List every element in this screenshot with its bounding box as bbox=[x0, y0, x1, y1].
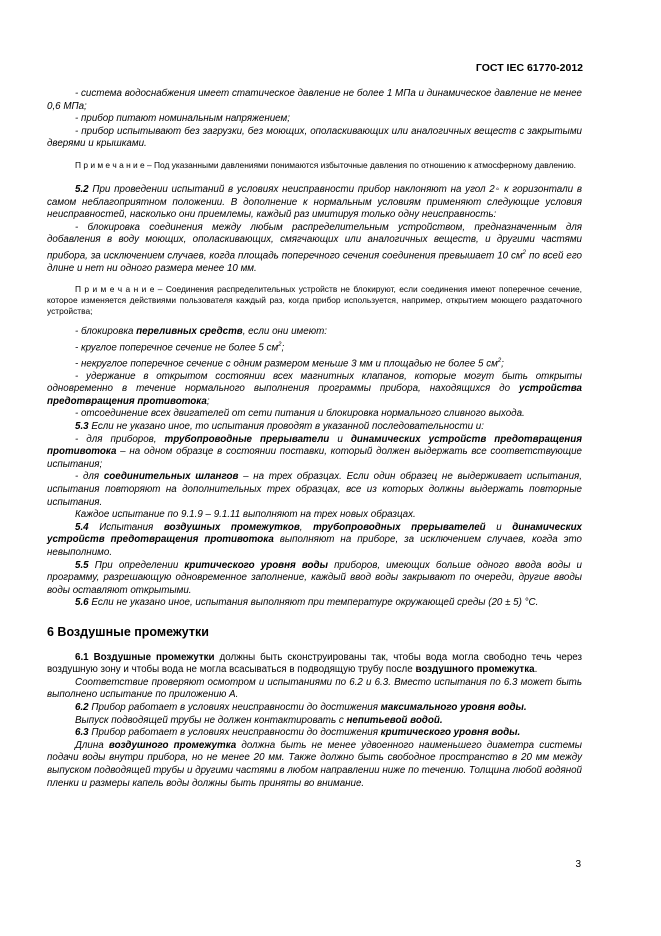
text: Выпуск подводящей трубы не должен контактировать с bbox=[75, 714, 347, 726]
term: воздушного промежутка bbox=[108, 739, 237, 751]
text: – на одном образце в состоянии поставки, который должен выдержать все соответствующие испытания; bbox=[47, 446, 582, 470]
list-item-nonround-section bbox=[47, 355, 582, 371]
text: должна быть не менее удвоенного наименьшего диаметра системы подачи воды внутри прибора, но не менее 20 мм. Также должно быть свободное пространство в 20 мм между выпуском подводящей трубы и другими частями в любом направлении ниже по течению. Толщина любой водяной пленки и размеры капель воды должны быть приняты во внимание. bbox=[47, 739, 582, 789]
text: - блокировка bbox=[75, 326, 137, 338]
text: - некруглое поперечное сечение с одним размером меньше 3 мм и площадью не более 5 см bbox=[75, 358, 498, 370]
clause-number: 5.6 bbox=[75, 597, 89, 609]
superscript: 2 bbox=[278, 341, 282, 348]
text: Прибор работает в условиях неисправности до достижения bbox=[88, 727, 381, 739]
list-item-round-section bbox=[47, 339, 582, 355]
text: - для bbox=[75, 471, 104, 483]
term: трубопроводных прерывателей bbox=[313, 521, 486, 533]
superscript: 2 bbox=[497, 357, 502, 364]
text: , если они имеют: bbox=[242, 326, 327, 338]
clause-5-3-c: Каждое испытание по 9.1.9 – 9.1.11 выполняют на трех новых образцах. bbox=[75, 509, 416, 521]
term: устройства предотвращения противотока bbox=[47, 383, 582, 407]
list-item-valves bbox=[47, 371, 582, 409]
text: Испытания bbox=[88, 521, 164, 533]
text: приборов, имеющих больше одного ввода воды и программу, разрешающую одновременное заполнение, каждый ввод воды закрывают по очереди, другие вводы воды оставляют открытыми. bbox=[47, 559, 582, 596]
term: трубопроводные прерыватели bbox=[164, 433, 330, 445]
term: непитьевой водой. bbox=[346, 714, 443, 726]
text: и bbox=[329, 433, 351, 445]
text: - удержание в открытом состоянии всех магнитных клапанов, которые могут быть открыты одновременно в течение нормального выполнения программы прибора, находящихся до bbox=[47, 370, 582, 395]
fault-text: по всей его длине и нет ни одного размера менее 10 мм. bbox=[47, 250, 583, 274]
text: ; bbox=[206, 395, 210, 407]
clause-number: 6.1 bbox=[75, 651, 89, 663]
condition-no-load: - прибор испытывают без загрузки, без моющих, ополаскивающих или аналогичных веществ с закрытыми дверями и крышками. bbox=[47, 125, 582, 150]
clause-text: Если не указано иное, то испытания проводят в указанной последовательности и: bbox=[88, 421, 484, 433]
condition-voltage: - прибор питают номинальным напряжением; bbox=[75, 113, 290, 125]
text: – на трех образцах. Если один образец не выдерживает испытания, испытания повторяют на дополнительных трех образцах, все из которых должны выдержать повторные испытания. bbox=[47, 471, 582, 508]
clause-5-5 bbox=[47, 560, 582, 598]
term: переливных средств bbox=[136, 326, 243, 338]
text: выполняют на приборе, за исключением случаев, когда это невыполнимо. bbox=[47, 534, 582, 559]
section-heading: 6 Воздушные промежутки bbox=[47, 624, 209, 639]
superscript: 2 bbox=[522, 249, 527, 256]
text: должны быть сконструированы так, чтобы вода могла свободно течь через воздушную зону и чтобы вода не могла всасываться в подводящую трубу после bbox=[47, 651, 583, 676]
clause-number: 5.5 bbox=[75, 559, 89, 571]
note-connections: П р и м е ч а н и е – Соединения распределительных устройств не блокируют, если соединения имеют поперечное сечение, которое изменяется действиями пользователя каждый раз, когда прибор используется, например, открытием моющего раздаточного устройства; bbox=[47, 284, 582, 317]
text: . bbox=[534, 664, 538, 676]
text: и bbox=[485, 521, 513, 533]
term: критического уровня воды. bbox=[380, 727, 521, 739]
clause-5-3 bbox=[47, 421, 582, 434]
clause-text: При проведении испытаний в условиях неисправности прибор наклоняют на угол 2◦ к горизонтали в самом неблагоприятном положении. В дополнение к нормальным условиям применяют следующие условия неисправностей, насколько они приемлемы, каждый раз имитируя только одну неисправность: bbox=[47, 183, 582, 221]
term: соединительных шлангов bbox=[103, 471, 239, 483]
term: воздушного промежутка bbox=[415, 664, 535, 676]
text: - круглое поперечное сечение не более 5 см bbox=[75, 342, 279, 354]
clause-6-3 bbox=[47, 727, 582, 740]
page-number: 3 bbox=[575, 859, 581, 870]
clause-text: Если не указано иное, испытания выполняют при температуре окружающей среды (20 ± 5) °С. bbox=[88, 597, 539, 609]
clause-number: 6.2 bbox=[75, 701, 89, 713]
clause-5-3-b bbox=[47, 471, 582, 509]
clause-5-3-a bbox=[47, 434, 582, 472]
text: Длина bbox=[75, 739, 109, 751]
term: максимального уровня воды. bbox=[380, 701, 527, 713]
clause-number: 5.4 bbox=[75, 521, 89, 533]
term: динамических устройств предотвращения противотока bbox=[47, 521, 582, 546]
clause-6-1 bbox=[47, 652, 582, 677]
clause-6-2 bbox=[47, 702, 582, 715]
term: Воздушные промежутки bbox=[88, 651, 215, 663]
text: , bbox=[299, 521, 314, 533]
note-pressure: П р и м е ч а н и е – Под указанными давлениями понимаются избыточные давления по отношению к атмосферному давлению. bbox=[75, 159, 576, 170]
clause-5-4 bbox=[47, 522, 582, 560]
page-content bbox=[47, 88, 582, 790]
term: критического уровня воды bbox=[184, 559, 328, 571]
fault-text: - блокировка соединения между любым распределительным устройством, предназначенным для добавления в воду моющих, ополаскивающих, смягчающих или аналогичных веществ, и другими частями прибора, за исключением случаев, когда площадь поперечного сечения соединения превышает 10 см bbox=[47, 221, 582, 262]
clause-number: 5.2 bbox=[75, 183, 89, 195]
compliance-check: Соответствие проверяют осмотром и испытаниями по 6.2 и 6.3. Вместо испытания по 6.3 может быть выполнено испытание по приложению А. bbox=[47, 676, 582, 701]
condition-water-supply: - система водоснабжения имеет статическое давление не более 1 МПа и динамическое давление не менее 0,6 МПа; bbox=[47, 88, 582, 112]
text: - для приборов, bbox=[75, 433, 165, 445]
term: воздушных промежутков bbox=[163, 521, 300, 533]
clause-number: 5.3 bbox=[75, 421, 89, 433]
clause-6-2-outlet bbox=[47, 715, 582, 728]
text: При определении bbox=[88, 559, 185, 571]
text: ; bbox=[501, 358, 504, 370]
clause-6-3-length bbox=[47, 740, 582, 790]
list-item-motors: - отсоединение всех двигателей от сети питания и блокировка нормального сливного выхода. bbox=[75, 408, 525, 420]
clause-number: 6.3 bbox=[75, 727, 89, 739]
text: Прибор работает в условиях неисправности до достижения bbox=[88, 701, 381, 713]
text: ; bbox=[281, 342, 285, 354]
fault-blocking-connection bbox=[47, 222, 582, 276]
clause-5-2 bbox=[47, 184, 582, 222]
term: динамических устройств предотвращения противотока bbox=[47, 433, 582, 458]
document-id: ГОСТ IEC 61770-2012 bbox=[475, 62, 583, 74]
list-item-overflow bbox=[47, 326, 582, 339]
clause-5-6 bbox=[47, 597, 582, 610]
